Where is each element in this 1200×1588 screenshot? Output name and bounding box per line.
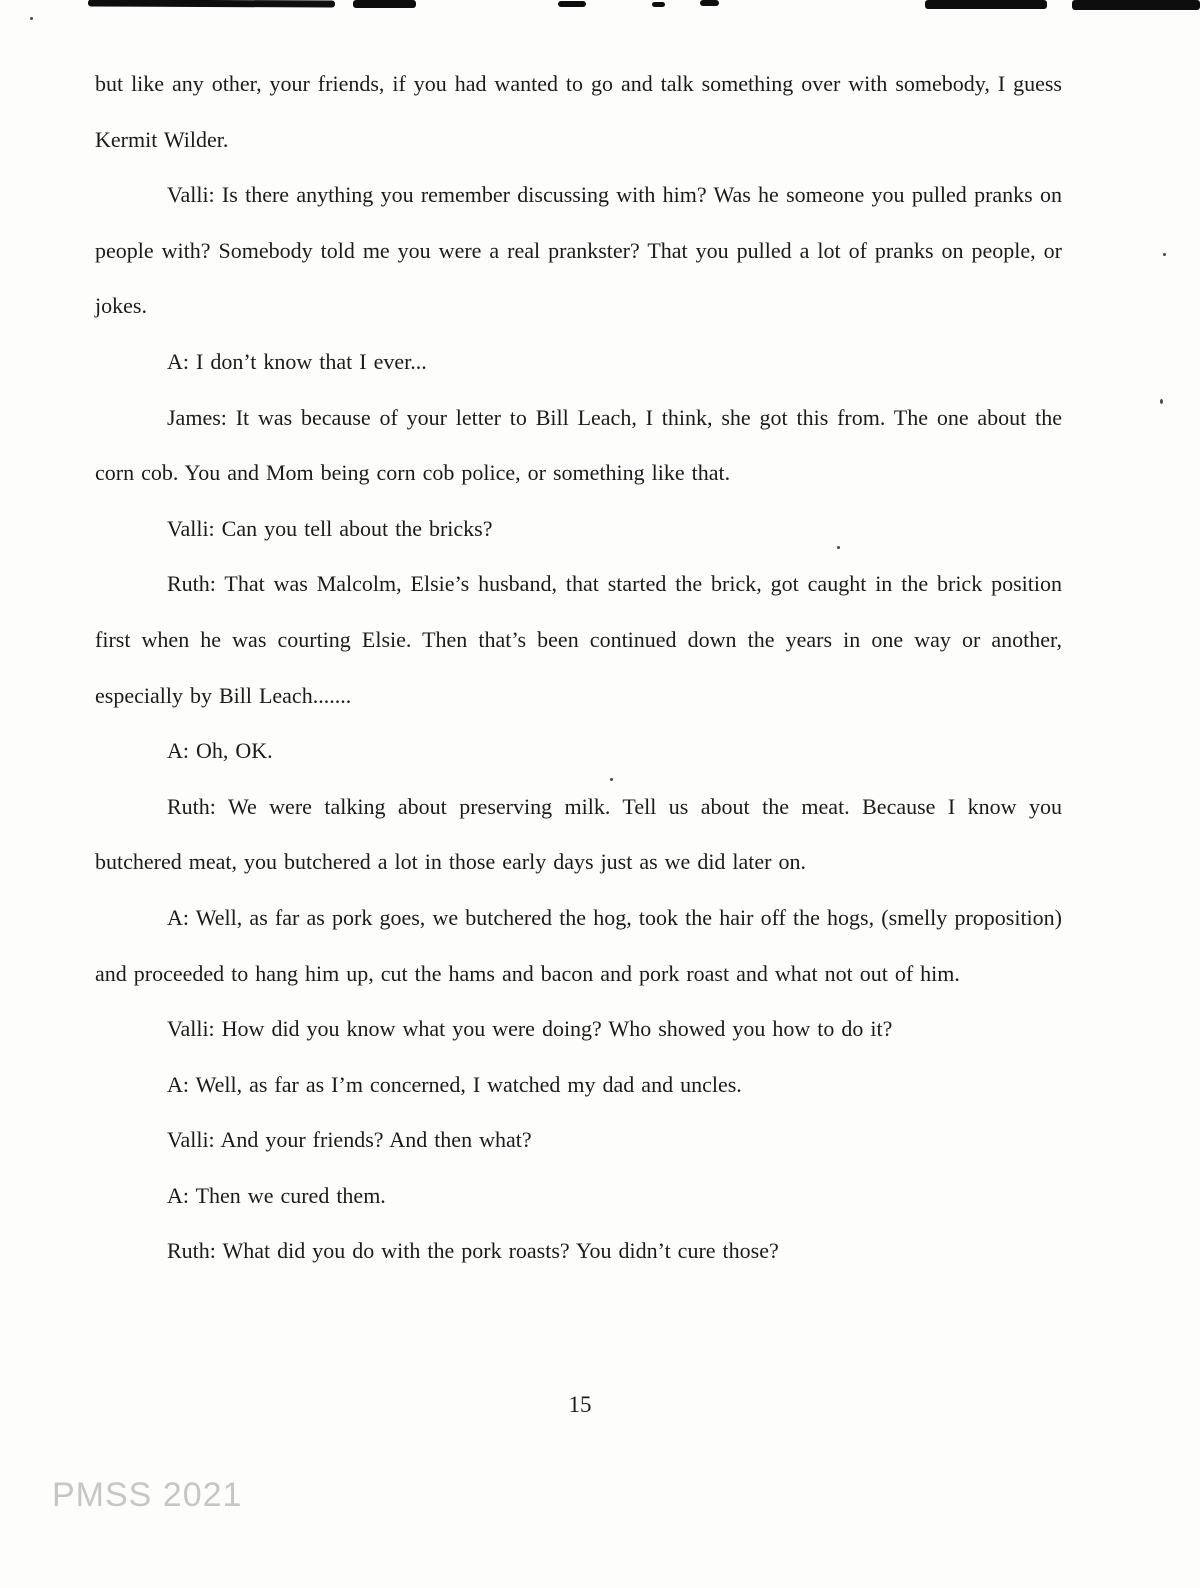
- transcript-paragraph: A: Oh, OK.: [167, 738, 273, 764]
- transcript-paragraph: Valli: And your friends? And then what?: [167, 1127, 532, 1153]
- scan-artifact: [1072, 0, 1200, 10]
- page-number: 15: [568, 1392, 592, 1417]
- scan-speck: [1160, 399, 1163, 404]
- transcript-paragraph: A: Well, as far as pork goes, we butchered the hog, took the hair off the hogs, (smelly proposition) and proceeded to hang him up, cut the hams and bacon and pork roast and what not out of him.: [95, 904, 1062, 986]
- scan-speck: [1163, 253, 1166, 256]
- scan-artifact: [353, 0, 416, 8]
- scan-speck: [30, 17, 33, 20]
- transcript-paragraph: but like any other, your friends, if you had wanted to go and talk something over with somebody, I guess Kermit Wilder.: [95, 71, 1062, 152]
- transcript-paragraph: Valli: Is there anything you remember discussing with him? Was he someone you pulled pranks on people with? Somebody told me you were a real prankster? That you pulled a lot of pranks on people, or jokes.: [95, 182, 1062, 319]
- scan-artifact: [88, 0, 335, 8]
- transcript-paragraph: A: I don’t know that I ever...: [167, 348, 427, 374]
- transcript-body: [95, 56, 1062, 1279]
- watermark: PMSS 2021: [52, 1476, 243, 1514]
- scan-artifact: [558, 1, 586, 7]
- transcript-paragraph: James: It was because of your letter to Bill Leach, I think, she got this from. The one about the corn cob. You and Mom being corn cob police, or something like that.: [95, 404, 1062, 486]
- scan-artifact: [700, 0, 719, 6]
- scan-artifact: [652, 2, 665, 7]
- transcript-paragraph: Ruth: We were talking about preserving milk. Tell us about the meat. Because I know you butchered meat, you butchered a lot in those early days just as we did later on.: [95, 793, 1062, 875]
- transcript-paragraph: Valli: How did you know what you were doing? Who showed you how to do it?: [167, 1016, 893, 1042]
- transcript-paragraph: Ruth: That was Malcolm, Elsie’s husband, that started the brick, got caught in the brick position first when he was courting Elsie. Then that’s been continued down the years in one way or another, especially by Bill Leach.......: [95, 571, 1062, 708]
- transcript-paragraph: A: Then we cured them.: [167, 1182, 386, 1208]
- transcript-paragraph: Valli: Can you tell about the bricks?: [167, 515, 493, 541]
- transcript-paragraph: A: Well, as far as I’m concerned, I watched my dad and uncles.: [167, 1071, 742, 1097]
- transcript-paragraph: Ruth: What did you do with the pork roasts? You didn’t cure those?: [167, 1238, 779, 1264]
- scan-artifact: [925, 0, 1047, 9]
